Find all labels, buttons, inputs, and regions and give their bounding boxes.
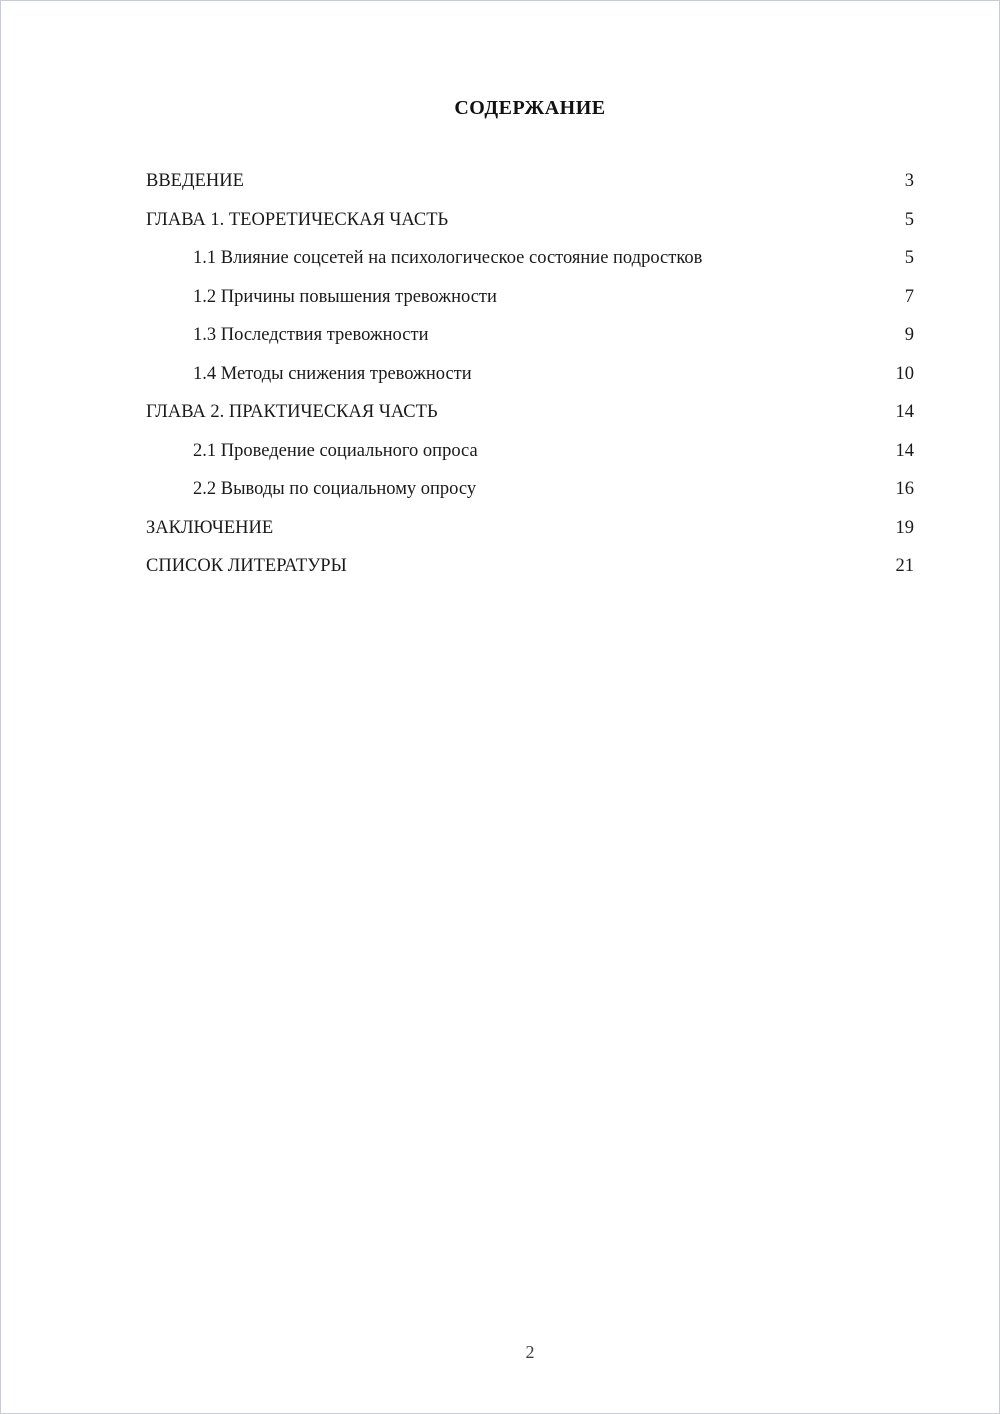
toc-entry-label: СПИСОК ЛИТЕРАТУРЫ <box>146 556 347 576</box>
toc-entry-label: 2.2 Выводы по социальному опросу <box>193 479 477 499</box>
toc-entry <box>146 239 914 278</box>
footer-page-number: 2 <box>525 1342 535 1362</box>
toc-entry-page-number: 10 <box>895 363 914 384</box>
toc-entry-label: 1.2 Причины повышения тревожности <box>193 286 497 307</box>
toc-entry-page-number: 14 <box>895 440 914 461</box>
toc-entry <box>146 432 914 471</box>
toc-entry <box>146 201 914 240</box>
toc-entry-page-number: 21 <box>895 556 914 576</box>
toc-entry-page-number: 5 <box>904 209 914 230</box>
toc-entry <box>146 316 914 355</box>
toc-entry-page-number: 7 <box>904 286 914 307</box>
page-title: СОДЕРЖАНИЕ <box>454 97 606 119</box>
toc-entry-page-number: 16 <box>895 479 914 499</box>
toc-entry-label: 1.3 Последствия тревожности <box>193 325 429 345</box>
toc-entry-page-number: 9 <box>904 325 914 345</box>
toc-entry-page-number: 3 <box>904 171 914 191</box>
toc-entry <box>146 162 914 201</box>
toc-entry <box>146 393 914 432</box>
toc-entry-page-number: 5 <box>904 248 914 268</box>
toc-entry-label: 2.1 Проведение социального опроса <box>193 440 478 461</box>
toc-entry-page-number: 19 <box>895 517 914 538</box>
toc-entry-label: ЗАКЛЮЧЕНИЕ <box>146 517 274 538</box>
toc-entry-label: ВВЕДЕНИЕ <box>146 171 244 191</box>
toc-entry-page-number: 14 <box>895 402 914 422</box>
toc-entry <box>146 509 914 548</box>
table-of-contents <box>146 162 914 586</box>
toc-entry-label: 1.1 Влияние соцсетей на психологическое состояние подростков <box>193 248 703 268</box>
page-content <box>146 1 914 586</box>
toc-entry <box>146 547 914 586</box>
toc-entry <box>146 470 914 509</box>
toc-entry-label: ГЛАВА 1. ТЕОРЕТИЧЕСКАЯ ЧАСТЬ <box>146 209 449 230</box>
toc-entry <box>146 355 914 394</box>
toc-entry-label: 1.4 Методы снижения тревожности <box>193 363 472 384</box>
toc-entry <box>146 278 914 317</box>
toc-entry-label: ГЛАВА 2. ПРАКТИЧЕСКАЯ ЧАСТЬ <box>146 402 438 422</box>
